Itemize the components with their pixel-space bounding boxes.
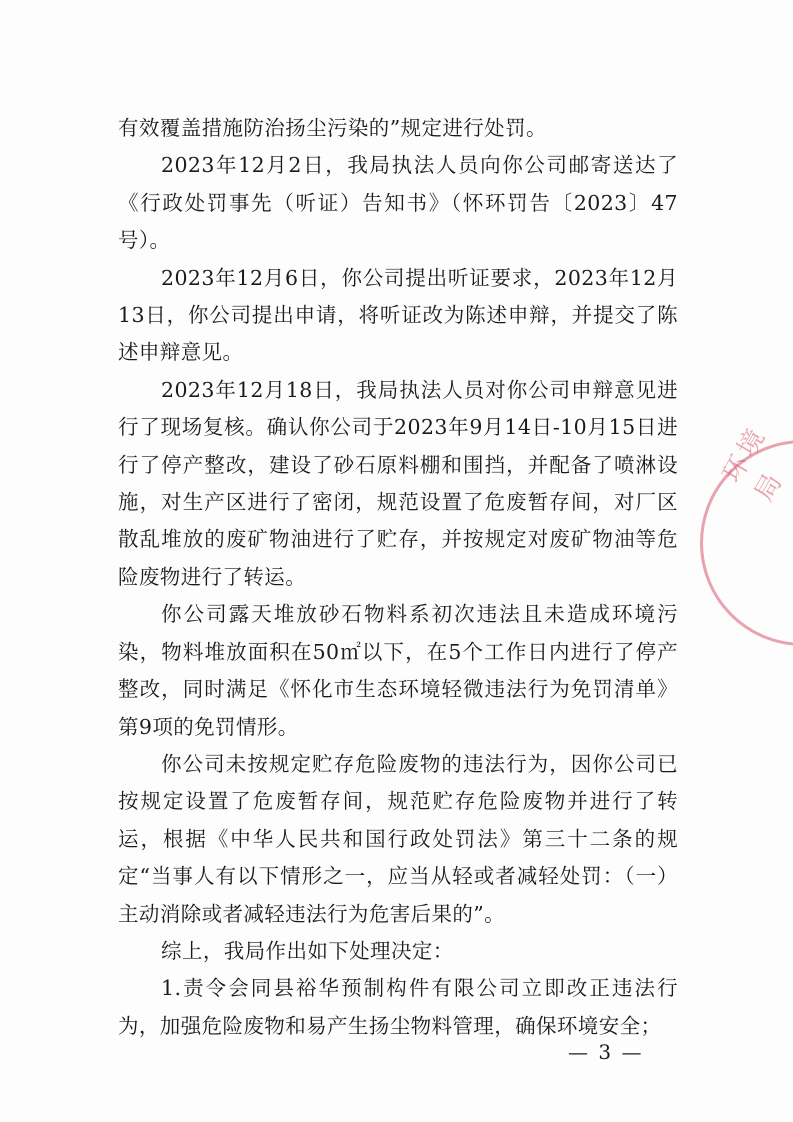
paragraph-hearing-request: 2023年12月6日，你公司提出听证要求，2023年12月13日，你公司提出申请，将听证改为陈述申辩，并提交了陈述申辩意见。	[118, 265, 678, 365]
paragraph-exemption: 你公司露天堆放砂石物料系初次违法且未造成环境污染，物料堆放面积在50㎡以下，在5个工作日内进行了停产整改，同时满足《怀化市生态环境轻微违法行为免罚清单》第9项的免罚情形。	[118, 602, 678, 739]
page-number: — 3 —	[568, 1040, 644, 1064]
paragraph-summary: 综上，我局作出如下处理决定：	[161, 938, 454, 963]
official-seal-text: 环境局	[717, 421, 791, 507]
paragraph-mitigation: 你公司未按规定贮存危险废物的违法行为，因你公司已按规定设置了危废暂存间，规范贮存危险废物并进行了转运，根据《中华人民共和国行政处罚法》第三十二条的规定“当事人有以下情形之一，应当从轻或者减轻处罚：（一）主动消除或者减轻违法行为危害后果的”。	[118, 751, 678, 926]
document-body	[118, 110, 678, 1045]
paragraph-decision-1: 1.责令会同县裕华预制构件有限公司立即改正违法行为，加强危险废物和易产生扬尘物料管理，确保环境安全；	[118, 976, 678, 1038]
paragraph-site-review: 2023年12月18日，我局执法人员对你公司申辩意见进行了现场复核。确认你公司于2023年9月14日-10月15日进行了停产整改，建设了砂石原料棚和围挡，并配备了喷淋设施，对生产区进行了密闭，规范设置了危废暂存间，对厂区散乱堆放的废矿物油进行了贮存，并按规定对废矿物油等危险废物进行了转运。	[118, 377, 678, 589]
paragraph-notice-delivery: 2023年12月2日，我局执法人员向你公司邮寄送达了《行政处罚事先（听证）告知书》（怀环罚告〔2023〕47号）。	[118, 153, 678, 253]
paragraph-continuation: 有效覆盖措施防治扬尘污染的”规定进行处罚。	[118, 116, 547, 140]
